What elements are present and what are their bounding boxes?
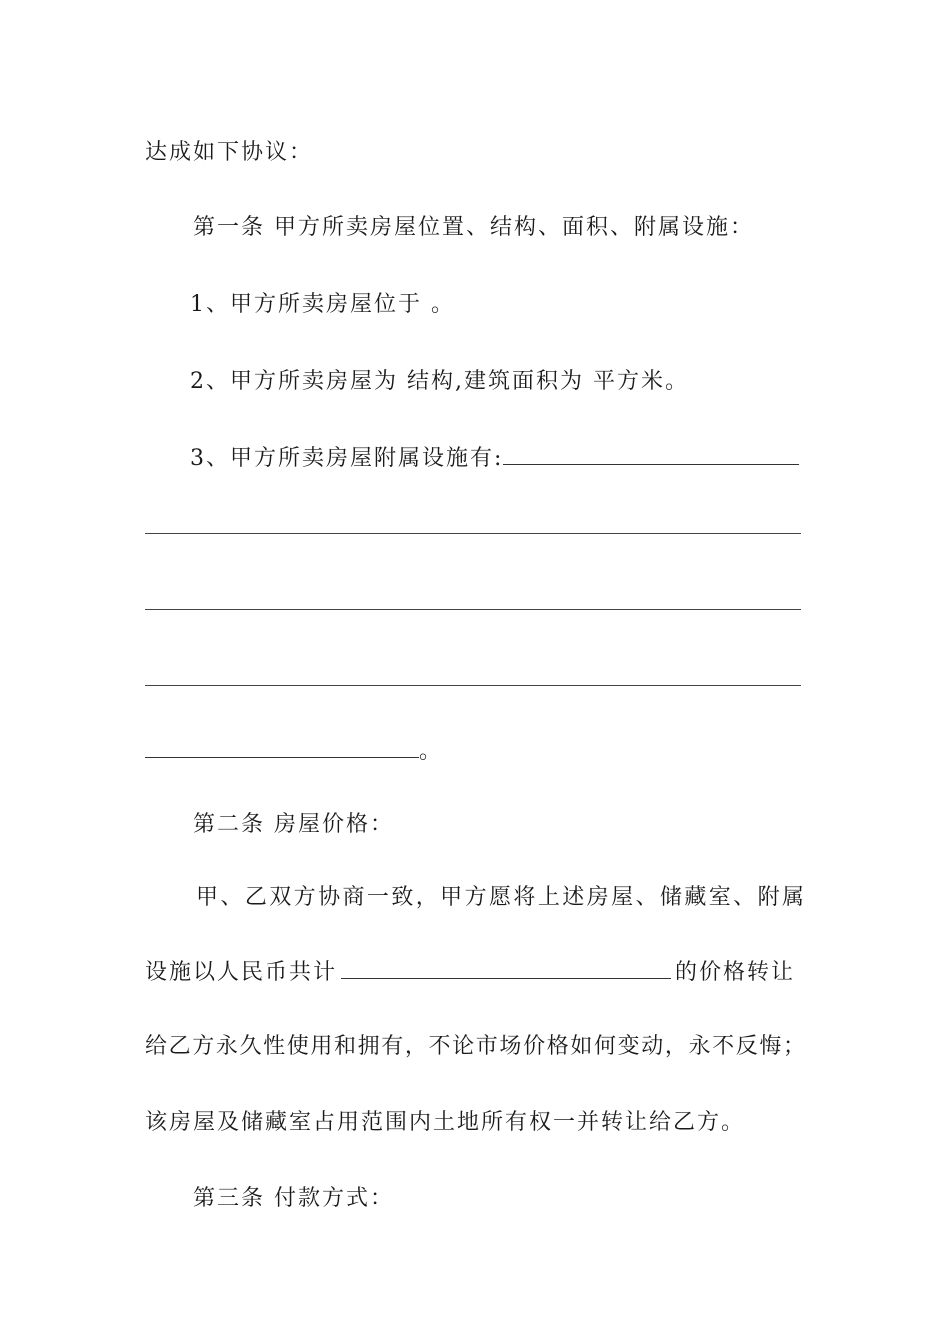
price-blank[interactable] — [341, 958, 671, 979]
article2-line2-prefix: 设施以人民币共计 — [145, 960, 338, 985]
article1-heading: 第一条 甲方所卖房屋位置、结构、面积、附属设施： — [193, 215, 754, 240]
facilities-last-line — [145, 737, 805, 767]
article1-item2: 2、甲方所卖房屋为 结构,建筑面积为 平方米。 — [190, 369, 689, 394]
article2-line3: 给乙方永久性使用和拥有，不论市场价格如何变动，永不反悔； — [145, 1034, 805, 1059]
facilities-end-mark: 。 — [419, 739, 444, 764]
article2-heading: 第二条 房屋价格： — [193, 812, 394, 837]
article3-heading: 第三条 付款方式： — [193, 1186, 394, 1211]
facilities-blank-2[interactable] — [145, 533, 801, 534]
article2-line2-suffix: 的价格转让 — [675, 960, 796, 985]
article2-line2 — [145, 958, 805, 988]
facilities-blank-5[interactable] — [145, 737, 419, 758]
article2-line4: 该房屋及储藏室占用范围内土地所有权一并转让给乙方。 — [145, 1110, 746, 1135]
article1-item3-label: 3、甲方所卖房屋附属设施有: — [190, 446, 504, 471]
intro-text: 达成如下协议： — [145, 140, 314, 165]
article2-line1: 甲、乙双方协商一致，甲方愿将上述房屋、储藏室、附属 — [196, 885, 804, 910]
facilities-blank-1[interactable] — [503, 444, 799, 465]
facilities-blank-3[interactable] — [145, 609, 801, 610]
article1-item3 — [190, 444, 850, 474]
article1-item1: 1、甲方所卖房屋位于 。 — [190, 292, 455, 317]
facilities-blank-4[interactable] — [145, 685, 801, 686]
